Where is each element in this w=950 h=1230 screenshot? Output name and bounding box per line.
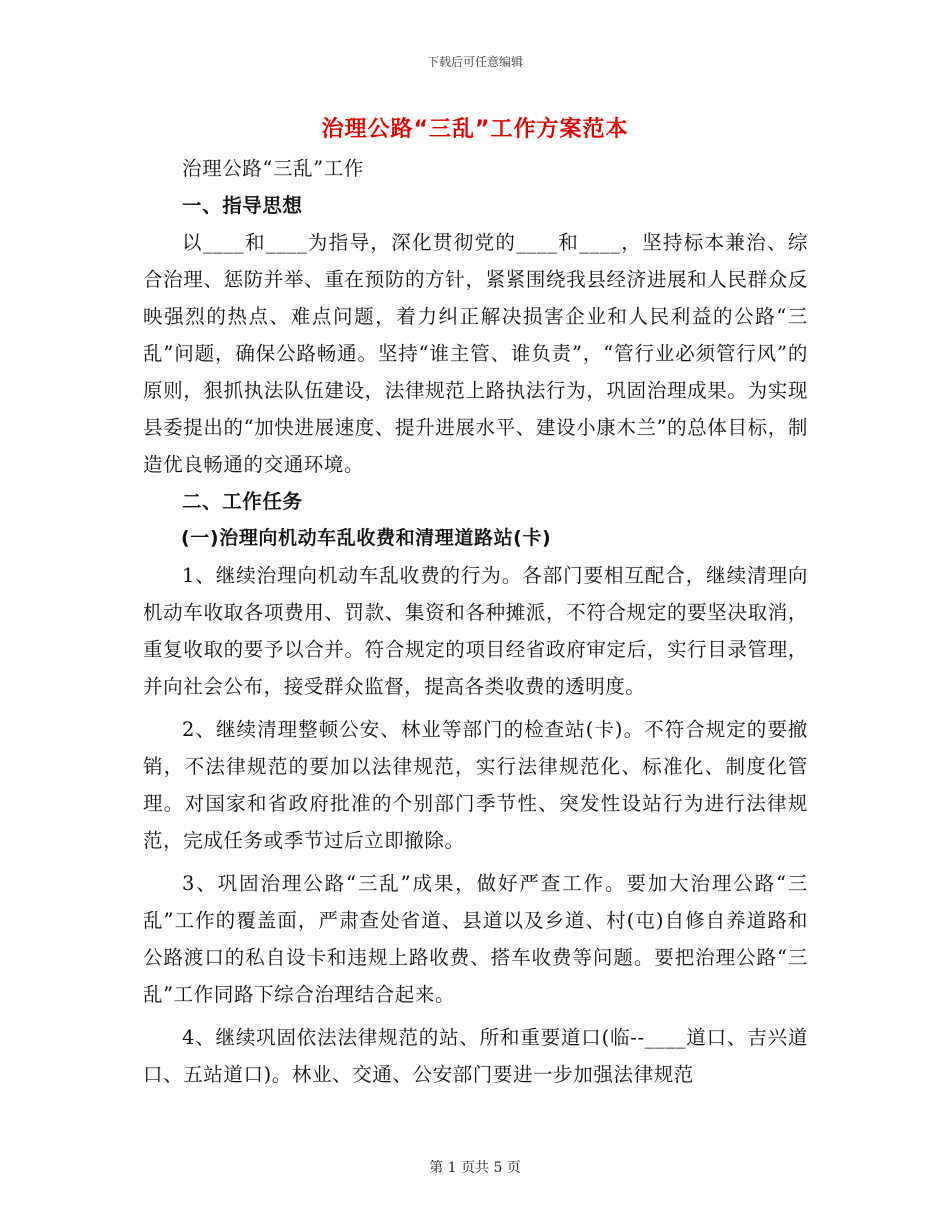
section-heading-work-tasks: 二、工作任务	[182, 490, 303, 513]
subsection-heading-vehicle-fees: (一)治理向机动车乱收费和清理道路站(卡)	[181, 527, 552, 549]
paragraph-item-3: 3、巩固治理公路“三乱”成果，做好严查工作。要加大治理公路“三乱”工作的覆盖面，严肃查处省道、县道以及乡道、村(屯)自修自养道路和公路渡口的私自设卡和违规上路收费、搭车收费等问题。要把治理公路“三乱”工作同路下综合治理结合起来。	[143, 872, 808, 1006]
section-heading-guiding-ideology: 一、指导思想	[182, 194, 303, 217]
paragraph-item-4: 4、继续巩固依法法律规范的站、所和重要道口(临--____道口、吉兴道口、五站道口)。林业、交通、公安部门要进一步加强法律规范	[143, 1026, 808, 1086]
document-subtitle: 治理公路“三乱”工作	[182, 157, 364, 180]
header-note: 下载后可任意编辑	[426, 55, 523, 69]
paragraph-item-2: 2、继续清理整顿公安、林业等部门的检查站(卡)。不符合规定的要撤销，不法律规范的要加以法律规范，实行法律规范化、标准化、制度化管理。对国家和省政府批准的个别部门季节性、突发性设站行为进行法律规范，完成任务或季节过后立即撤除。	[143, 718, 808, 852]
paragraph-item-1: 1、继续治理向机动车乱收费的行为。各部门要相互配合，继续清理向机动车收取各项费用、罚款、集资和各种摊派，不符合规定的要坚决取消，重复收取的要予以合并。符合规定的项目经省政府审定后，实行目录管理，并向社会公布，接受群众监督，提高各类收费的透明度。	[143, 564, 808, 698]
document-title: 治理公路“三乱”工作方案范本	[321, 117, 629, 142]
paragraph-guiding-ideology: 以____和____为指导，深化贯彻党的____和____，坚持标本兼治、综合治理、惩防并举、重在预防的方针，紧紧围绕我县经济进展和人民群众反映强烈的热点、难点问题，着力纠正解决损害企业和人民利益的公路“三乱”问题，确保公路畅通。坚持“谁主管、谁负责”，“管行业必须管行风”的原则，狠抓执法队伍建设，法律规范上路执法行为，巩固治理成果。为实现县委提出的“加快进展速度、提升进展水平、建设小康木兰”的总体目标，制造优良畅通的交通环境。	[143, 231, 808, 476]
document-body	[143, 150, 808, 1093]
page-footer: 第 1 页共 5 页	[429, 1160, 521, 1176]
